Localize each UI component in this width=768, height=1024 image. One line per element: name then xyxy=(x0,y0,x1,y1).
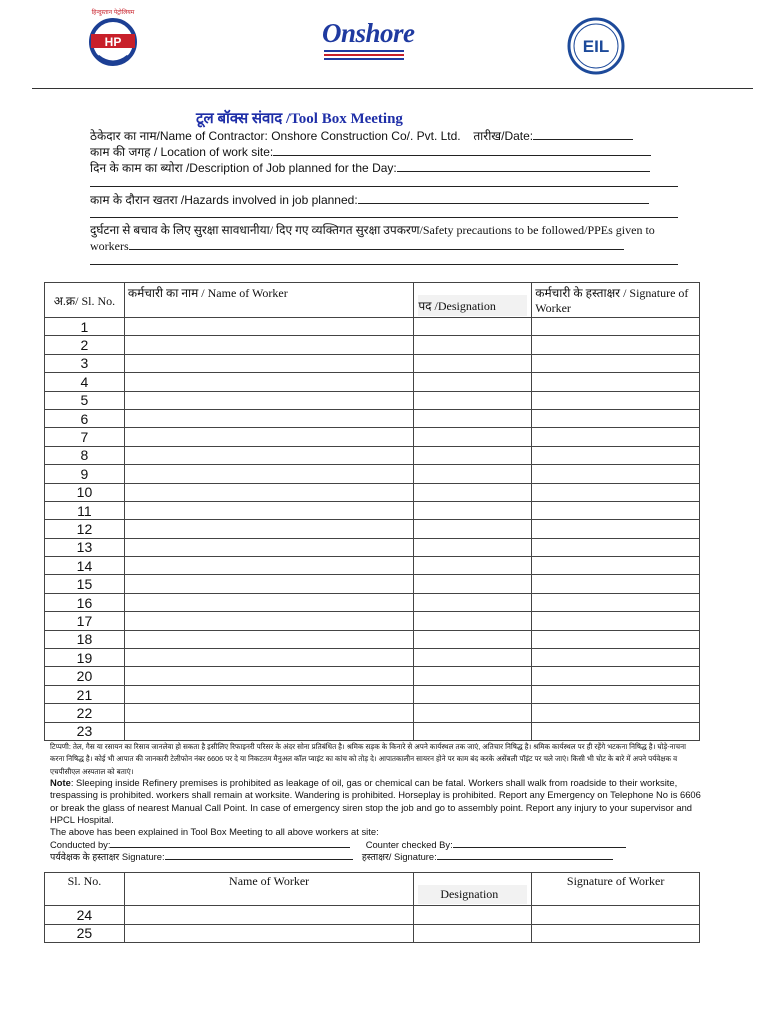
job-line xyxy=(90,160,650,175)
supervisor-signature-label: पर्यवेक्षक के हस्ताक्षर Signature: xyxy=(50,851,165,862)
hindi-note: टिप्पणी: तेल, गैस या रसायन का रिसाव जानलेवा हो सकता है इसीलिए रिफाइनरी परिसर के अंदर सोना प्रतिबंधित है। श्रमिक सड़क के किनारे से अपने कार्यस्थल तक जाएं, अतिचार निषिद्ध है। श्रमिक कार्यस्थल पर ही रहेंगे भटकना निषिद्ध है। घोड़े-नाचना करना निषिद्ध है। कोई भी आपात की जानकारी टेलीफोन नंबर 6606 पर दे या निकटतम मैनुअल कॉल प्वाइंट का कांच को तोड़ दे। आपातकालीन सायरन होने पर काम बंद करके असेंबली पॉइंट पर चले जाएं। किसी भी चोट के बारे में अपने पर्यवेक्षक व एचपीसीएल अस्पताल को बताएं। xyxy=(50,742,686,776)
sl-no-cell: 8 xyxy=(45,446,125,464)
designation-cell[interactable] xyxy=(414,373,532,391)
signature-cell[interactable] xyxy=(532,557,700,575)
designation-cell[interactable] xyxy=(414,501,532,519)
sl-no-cell: 15 xyxy=(45,575,125,593)
hp-logo-caption: हिन्दुस्तान पेट्रोलियम xyxy=(91,10,135,16)
signature-cell[interactable] xyxy=(532,593,700,611)
worker-name-cell[interactable] xyxy=(124,483,413,501)
table-row xyxy=(45,465,700,483)
signature-cell[interactable] xyxy=(532,373,700,391)
location-line xyxy=(90,144,651,159)
signature-cell[interactable] xyxy=(532,924,700,943)
table-row xyxy=(45,575,700,593)
sl-no-cell: 14 xyxy=(45,557,125,575)
job-field[interactable] xyxy=(397,160,650,172)
worker-name-cell[interactable] xyxy=(124,446,413,464)
table-row xyxy=(45,685,700,703)
sl-no-cell: 1 xyxy=(45,318,125,336)
conducted-label: Conducted by: xyxy=(50,839,111,850)
designation-cell[interactable] xyxy=(414,318,532,336)
sl-no-cell: 19 xyxy=(45,649,125,667)
worker-name-cell[interactable] xyxy=(124,354,413,372)
job-label: दिन के काम का ब्योरा /Description of Job planned for the Day: xyxy=(90,161,397,175)
signature-cell[interactable] xyxy=(532,685,700,703)
signature-cell[interactable] xyxy=(532,612,700,630)
onshore-stripes-icon xyxy=(322,49,414,63)
table-row xyxy=(45,520,700,538)
table-row xyxy=(45,924,700,943)
worker-name-cell[interactable] xyxy=(124,612,413,630)
designation-cell[interactable] xyxy=(414,685,532,703)
designation-header-2 xyxy=(414,873,532,906)
hp-logo xyxy=(80,8,146,74)
conducted-field[interactable] xyxy=(110,838,350,848)
worker-name-cell[interactable] xyxy=(124,924,413,943)
sl-no-cell: 18 xyxy=(45,630,125,648)
svg-text:HP: HP xyxy=(104,35,122,49)
designation-cell[interactable] xyxy=(414,391,532,409)
worker-name-cell[interactable] xyxy=(124,649,413,667)
table-row xyxy=(45,318,700,336)
signature-cell[interactable] xyxy=(532,428,700,446)
note-text: : Sleeping inside Refinery premises is prohibited as leakage of oil, gas or chemical can be fatal. Workers shall walk from roadside to their worksite, trespassing is prohibited. workers shall remain at worksite. Wandering is prohibited. Horseplay is prohibited. Report any Emergency on Telephone No is 6606 or break the glass of nearest Manual Call Point. In case of emergency siren stop the job and go to assembly point. Report any injury to your supervisor and HPCL Hospital. xyxy=(50,777,701,826)
job-field-continued[interactable] xyxy=(90,186,678,187)
table-row xyxy=(45,704,700,722)
sl-no-cell: 20 xyxy=(45,667,125,685)
designation-header xyxy=(414,283,532,318)
designation-cell[interactable] xyxy=(414,924,532,943)
table-row xyxy=(45,446,700,464)
safety-field-continued[interactable] xyxy=(90,264,678,265)
worker-name-cell[interactable] xyxy=(124,501,413,519)
sl-no-cell: 10 xyxy=(45,483,125,501)
sl-no-cell: 23 xyxy=(45,722,125,740)
worker-name-cell[interactable] xyxy=(124,630,413,648)
worker-name-header: कर्मचारी का नाम / Name of Worker xyxy=(124,283,413,318)
hazards-field[interactable] xyxy=(358,192,649,204)
table-header-row xyxy=(45,283,700,318)
table-row xyxy=(45,630,700,648)
signature-cell[interactable] xyxy=(532,465,700,483)
signature-cell[interactable] xyxy=(532,722,700,740)
hazards-line xyxy=(90,192,649,207)
signature-label-2: हस्ताक्षर/ Signature: xyxy=(361,851,437,862)
worker-table-2 xyxy=(44,872,700,943)
signature-cell[interactable] xyxy=(532,630,700,648)
designation-cell[interactable] xyxy=(414,336,532,354)
signature-cell[interactable] xyxy=(532,409,700,427)
sl-no-cell: 16 xyxy=(45,593,125,611)
designation-cell[interactable] xyxy=(414,667,532,685)
date-field[interactable] xyxy=(533,128,633,140)
worker-name-cell[interactable] xyxy=(124,391,413,409)
eil-emblem-icon xyxy=(566,16,626,76)
signature-cell[interactable] xyxy=(532,446,700,464)
signature-cell[interactable] xyxy=(532,704,700,722)
supervisor-signature-field[interactable] xyxy=(165,850,353,860)
table-row xyxy=(45,391,700,409)
designation-cell[interactable] xyxy=(414,446,532,464)
table-row xyxy=(45,373,700,391)
sl-no-cell: 9 xyxy=(45,465,125,483)
worker-name-cell[interactable] xyxy=(124,373,413,391)
onshore-logo-text: Onshore xyxy=(322,18,415,48)
worker-name-cell[interactable] xyxy=(124,409,413,427)
signature-cell[interactable] xyxy=(532,501,700,519)
signature-header: कर्मचारी के हस्ताक्षर / Signature of Worker xyxy=(532,283,700,318)
table-row xyxy=(45,483,700,501)
eil-logo xyxy=(566,16,626,76)
signature-cell[interactable] xyxy=(532,483,700,501)
location-field[interactable] xyxy=(273,144,651,156)
designation-cell[interactable] xyxy=(414,722,532,740)
designation-header-label: पद /Designation xyxy=(418,295,527,316)
worker-name-cell[interactable] xyxy=(124,575,413,593)
signature-cell[interactable] xyxy=(532,336,700,354)
designation-cell[interactable] xyxy=(414,906,532,925)
safety-label: दुर्घटना से बचाव के लिए सुरक्षा सावधानीया/ दिए गए व्यक्तिगत सुरक्षा उपकरण/Safety precautions to be followed/PPEs given to xyxy=(90,223,655,237)
safety-field[interactable] xyxy=(129,238,624,250)
designation-cell[interactable] xyxy=(414,483,532,501)
signature-cell[interactable] xyxy=(532,520,700,538)
signature-cell[interactable] xyxy=(532,318,700,336)
designation-cell[interactable] xyxy=(414,630,532,648)
designation-cell[interactable] xyxy=(414,409,532,427)
designation-cell[interactable] xyxy=(414,557,532,575)
sl-no-cell: 6 xyxy=(45,409,125,427)
signature-cell[interactable] xyxy=(532,391,700,409)
worker-name-cell[interactable] xyxy=(124,906,413,925)
sl-no-cell: 24 xyxy=(45,906,125,925)
table-row xyxy=(45,557,700,575)
sl-no-cell: 7 xyxy=(45,428,125,446)
table-row xyxy=(45,906,700,925)
header-divider xyxy=(32,88,753,89)
signature-cell[interactable] xyxy=(532,538,700,556)
designation-cell[interactable] xyxy=(414,575,532,593)
hazards-field-continued[interactable] xyxy=(90,217,678,218)
sl-no-cell: 22 xyxy=(45,704,125,722)
table-row xyxy=(45,667,700,685)
designation-cell[interactable] xyxy=(414,593,532,611)
worker-name-cell[interactable] xyxy=(124,336,413,354)
worker-name-cell[interactable] xyxy=(124,428,413,446)
hazards-label: काम के दौरान खतरा /Hazards involved in job planned: xyxy=(90,193,358,207)
signature-cell[interactable] xyxy=(532,649,700,667)
explained-line: The above has been explained in Tool Box Meeting to all above workers at site: xyxy=(50,826,379,837)
safety-label-workers: workers xyxy=(90,239,129,253)
sl-no-cell: 12 xyxy=(45,520,125,538)
worker-name-cell[interactable] xyxy=(124,704,413,722)
contractor-label: ठेकेदार का नाम/Name of Contractor: Onshore Construction Co/. Pvt. Ltd. xyxy=(90,129,461,143)
worker-name-cell[interactable] xyxy=(124,520,413,538)
svg-text:EIL: EIL xyxy=(582,37,610,56)
onshore-logo xyxy=(322,18,414,68)
table-row xyxy=(45,336,700,354)
signature-line xyxy=(50,850,613,863)
safety-line-2 xyxy=(90,238,624,253)
counter-label: Counter checked By: xyxy=(365,839,453,850)
designation-cell[interactable] xyxy=(414,538,532,556)
signature-field-2[interactable] xyxy=(437,850,613,860)
table-row xyxy=(45,722,700,740)
sl-no-header: अ.क्र/ Sl. No. xyxy=(45,283,125,318)
worker-name-header-2: Name of Worker xyxy=(124,873,413,906)
table-row xyxy=(45,501,700,519)
table-row xyxy=(45,354,700,372)
counter-field[interactable] xyxy=(453,838,626,848)
table2-header-row xyxy=(45,873,700,906)
table-row xyxy=(45,593,700,611)
designation-cell[interactable] xyxy=(414,704,532,722)
designation-header-2-label: Designation xyxy=(418,885,527,904)
sl-no-cell: 25 xyxy=(45,924,125,943)
designation-cell[interactable] xyxy=(414,354,532,372)
sl-no-cell: 5 xyxy=(45,391,125,409)
english-note xyxy=(50,777,705,827)
worker-name-cell[interactable] xyxy=(124,465,413,483)
signature-cell[interactable] xyxy=(532,906,700,925)
worker-name-cell[interactable] xyxy=(124,557,413,575)
date-label: तारीख/Date: xyxy=(473,129,534,143)
designation-cell[interactable] xyxy=(414,465,532,483)
worker-name-cell[interactable] xyxy=(124,593,413,611)
sl-no-cell: 11 xyxy=(45,501,125,519)
designation-cell[interactable] xyxy=(414,520,532,538)
designation-cell[interactable] xyxy=(414,649,532,667)
worker-name-cell[interactable] xyxy=(124,685,413,703)
signature-cell[interactable] xyxy=(532,354,700,372)
worker-name-cell[interactable] xyxy=(124,538,413,556)
worker-name-cell[interactable] xyxy=(124,722,413,740)
designation-cell[interactable] xyxy=(414,612,532,630)
table-row xyxy=(45,409,700,427)
sl-no-cell: 3 xyxy=(45,354,125,372)
location-label: काम की जगह / Location of work site: xyxy=(90,145,274,159)
table-row xyxy=(45,612,700,630)
hp-emblem-icon xyxy=(80,16,146,72)
signature-header-2: Signature of Worker xyxy=(532,873,700,906)
sl-no-cell: 21 xyxy=(45,685,125,703)
table-row xyxy=(45,649,700,667)
sl-no-cell: 4 xyxy=(45,373,125,391)
signature-cell[interactable] xyxy=(532,667,700,685)
sl-no-header-2: Sl. No. xyxy=(45,873,125,906)
safety-line xyxy=(90,223,655,237)
sl-no-cell: 13 xyxy=(45,538,125,556)
worker-name-cell[interactable] xyxy=(124,318,413,336)
contractor-line xyxy=(90,128,633,143)
worker-table-1 xyxy=(44,282,700,741)
designation-cell[interactable] xyxy=(414,428,532,446)
worker-name-cell[interactable] xyxy=(124,667,413,685)
table-row xyxy=(45,538,700,556)
signature-cell[interactable] xyxy=(532,575,700,593)
table-row xyxy=(45,428,700,446)
sl-no-cell: 17 xyxy=(45,612,125,630)
sl-no-cell: 2 xyxy=(45,336,125,354)
form-title: टूल बॉक्स संवाद /Tool Box Meeting xyxy=(196,111,403,127)
note-label: Note xyxy=(50,777,71,788)
